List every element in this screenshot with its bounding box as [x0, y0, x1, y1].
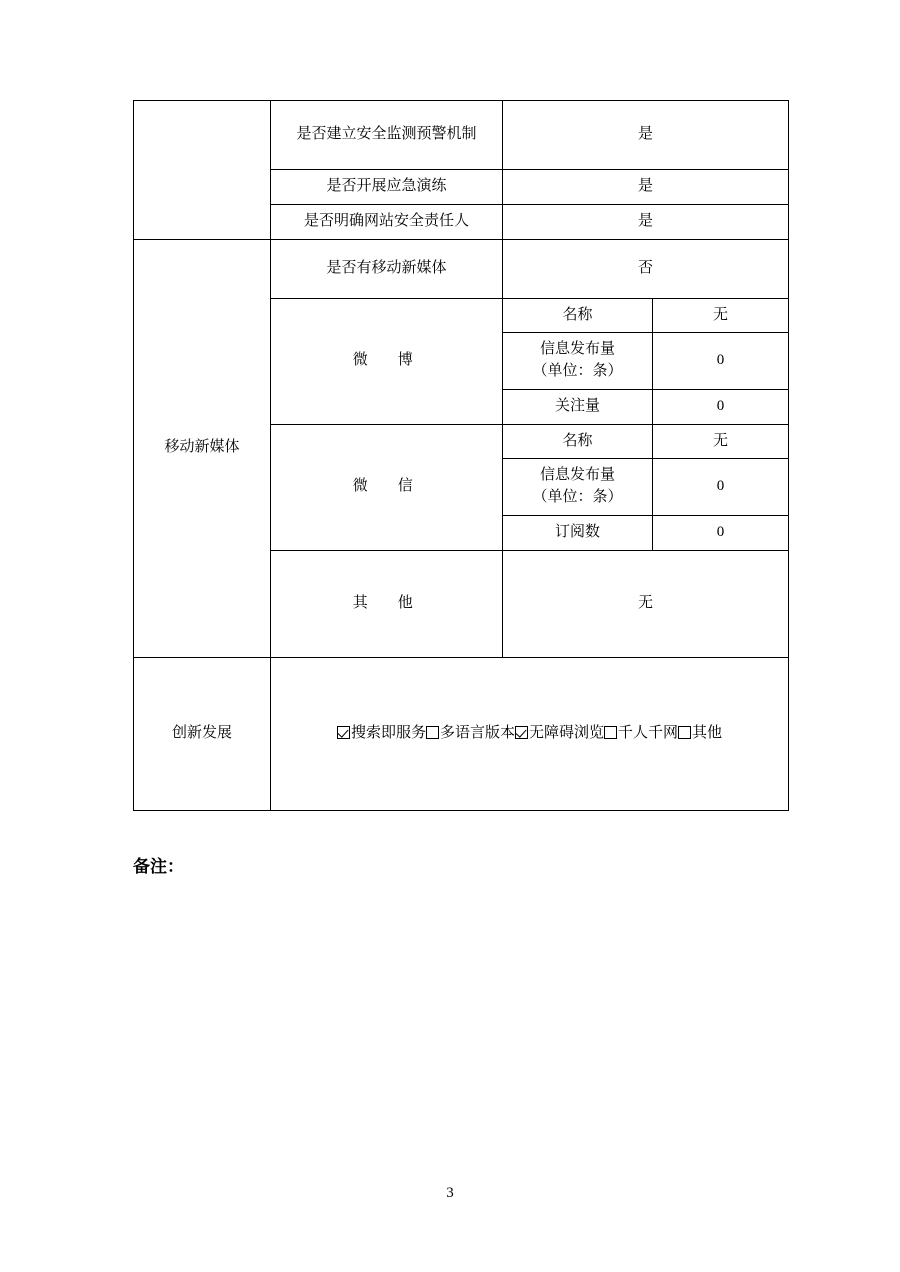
innovation-options	[275, 723, 784, 745]
security-question-1: 是否开展应急演练	[271, 170, 503, 205]
weixin-item-name-1-line2: （单位：条）	[532, 489, 623, 505]
weibo-item-value-0: 无	[653, 298, 789, 333]
innovation-option-label-2: 无障碍浏览	[529, 724, 605, 741]
innovation-option-label-0: 搜索即服务	[350, 724, 426, 741]
weibo-item-value-1: 0	[653, 333, 789, 390]
mobile-media-section-label: 移动新媒体	[134, 239, 271, 657]
remark-label: 备注：	[133, 857, 184, 876]
weixin-item-value-0: 无	[653, 424, 789, 459]
weixin-label: 微 信	[271, 424, 503, 550]
security-section-label	[134, 101, 271, 240]
has-mobile-media-question: 是否有移动新媒体	[271, 239, 503, 298]
security-answer-0: 是	[503, 101, 789, 170]
table-row	[134, 657, 789, 810]
weibo-item-value-2: 0	[653, 389, 789, 424]
weibo-item-name-1	[503, 333, 653, 390]
checkbox-multilingual[interactable]	[426, 726, 439, 739]
checkbox-search-as-service[interactable]	[337, 726, 350, 739]
other-media-label: 其 他	[271, 550, 503, 657]
weibo-item-name-1-line2: （单位：条）	[532, 363, 623, 379]
weibo-item-name-2: 关注量	[503, 389, 653, 424]
table-row	[134, 239, 789, 298]
innovation-option-label-3: 千人千网	[618, 724, 679, 741]
table-row	[134, 101, 789, 170]
weibo-label: 微 博	[271, 298, 503, 424]
checkbox-personalized-web[interactable]	[604, 726, 617, 739]
innovation-label: 创新发展	[134, 657, 271, 810]
weibo-item-name-0: 名称	[503, 298, 653, 333]
weixin-item-name-2: 订阅数	[503, 515, 653, 550]
weibo-item-name-1-line1: 信息发布量	[539, 341, 615, 358]
weixin-item-name-1	[503, 459, 653, 516]
page-number: 3	[446, 1185, 454, 1201]
security-answer-2: 是	[503, 204, 789, 239]
has-mobile-media-answer: 否	[503, 239, 789, 298]
other-media-value: 无	[503, 550, 789, 657]
innovation-option-label-1: 多语言版本	[439, 724, 515, 741]
checkbox-accessibility[interactable]	[515, 726, 528, 739]
weixin-item-name-1-line1: 信息发布量	[539, 467, 615, 484]
innovation-options-cell	[271, 657, 789, 810]
checkbox-other[interactable]	[678, 726, 691, 739]
weixin-item-name-0: 名称	[503, 424, 653, 459]
security-question-2: 是否明确网站安全责任人	[271, 204, 503, 239]
innovation-option-label-4: 其他	[692, 724, 723, 741]
weixin-item-value-2: 0	[653, 515, 789, 550]
report-table	[133, 100, 789, 811]
security-answer-1: 是	[503, 170, 789, 205]
security-question-0: 是否建立安全监测预警机制	[271, 101, 503, 170]
weixin-item-value-1: 0	[653, 459, 789, 516]
